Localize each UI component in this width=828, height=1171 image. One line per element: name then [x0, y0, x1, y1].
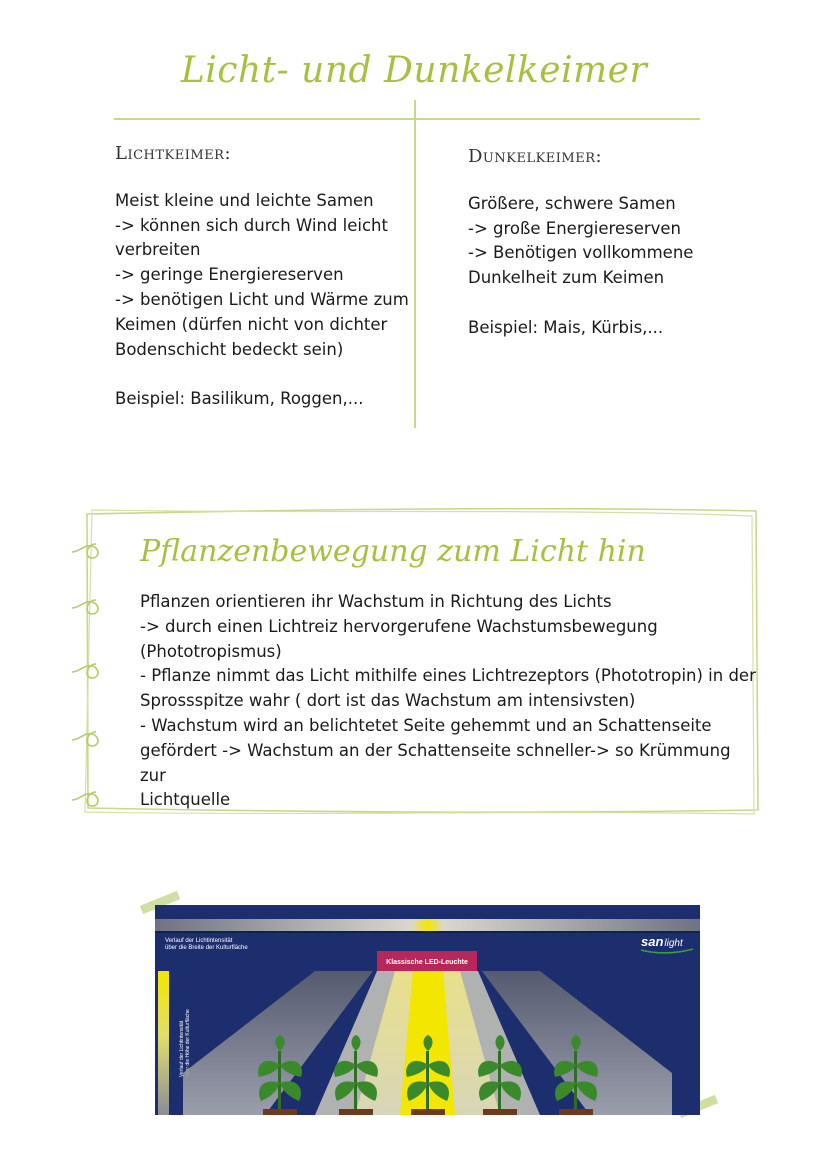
dunkelkeimer-heading: Dunkelkeimer: — [468, 146, 603, 167]
text-line: -> Benötigen vollkommene — [468, 243, 694, 263]
spiral-binding-icon — [70, 538, 110, 562]
text-line: Lichtquelle — [140, 790, 231, 810]
text-line: gefördert -> Wachstum an der Schattenseite schneller-> so Krümmung zur — [140, 740, 731, 785]
text-line: - Wachstum wird an belichtetet Seite gehemmt und an Schattenseite — [140, 715, 712, 735]
dunkelkeimer-column — [468, 145, 728, 341]
vertical-caption: über die Höhe der Kulturfläche — [185, 1009, 191, 1077]
spiral-binding-icon — [70, 786, 110, 810]
spiral-binding-icon — [70, 658, 110, 682]
text-line: Pflanzen orientieren ihr Wachstum in Richtung des Lichts — [140, 592, 612, 611]
page-title: Licht- und Dunkelkeimer — [180, 50, 648, 91]
lichtkeimer-column — [115, 142, 415, 412]
text-line: Keimen (dürfen nicht von dichter — [115, 314, 388, 334]
text-line: Meist kleine und leichte Samen — [115, 190, 374, 210]
lamp-label: Klassische LED-Leuchte — [386, 959, 468, 966]
text-line: -> benötigen Licht und Wärme zum — [115, 289, 409, 309]
phototropism-box — [84, 508, 760, 816]
title-divider — [114, 118, 700, 120]
vertical-caption: Verlauf der Lichtintensität — [179, 1020, 185, 1077]
led-diagram-illustration — [155, 905, 700, 1115]
text-line: -> durch einen Lichtreiz hervorgerufene Wachstumsbewegung — [140, 616, 658, 636]
diagram-caption: Verlauf der Lichtintensität — [165, 938, 233, 944]
text-line: - Pflanze nimmt das Licht mithilfe eines Lichtrezeptors (Phototropin) in der — [140, 666, 756, 686]
text-line: Dunkelheit zum Keimen — [468, 268, 665, 288]
lichtkeimer-example: Beispiel: Basilikum, Roggen,... — [115, 389, 364, 409]
text-line: (Phototropismus) — [140, 641, 282, 661]
spiral-binding-icon — [70, 594, 110, 618]
text-line: verbreiten — [115, 240, 201, 260]
spiral-binding-icon — [70, 726, 110, 750]
diagram-logo: sanlight — [641, 934, 683, 949]
lichtkeimer-heading: Lichtkeimer: — [115, 143, 232, 164]
text-line: Sprossspitze wahr ( dort ist das Wachstum am intensivsten) — [140, 691, 636, 711]
box-body — [140, 590, 760, 813]
box-title: Pflanzenbewegung zum Licht hin — [140, 534, 646, 569]
text-line: Größere, schwere Samen — [468, 193, 676, 213]
text-line: Bodenschicht bedeckt sein) — [115, 339, 344, 359]
diagram-caption: über die Breite der Kulturfläche — [165, 945, 248, 951]
dunkelkeimer-example: Beispiel: Mais, Kürbis,... — [468, 317, 664, 337]
text-line: -> große Energiereserven — [468, 218, 682, 238]
text-line: -> können sich durch Wind leicht — [115, 215, 388, 235]
text-line: -> geringe Energiereserven — [115, 265, 344, 285]
led-light-diagram — [155, 905, 700, 1115]
